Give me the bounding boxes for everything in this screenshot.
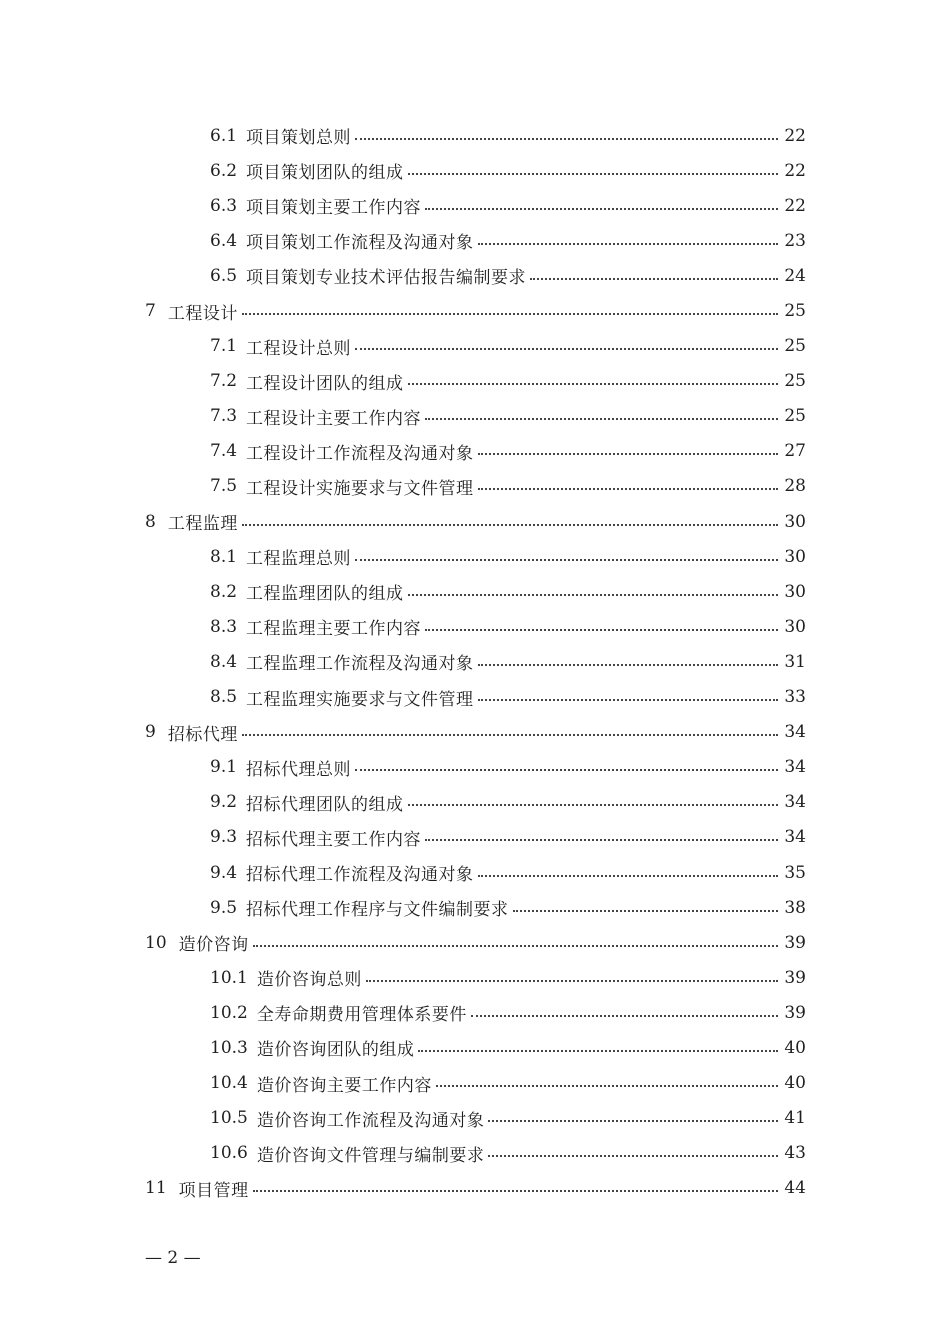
toc-section-entry[interactable] bbox=[0, 539, 950, 574]
toc-entry-page: 40 bbox=[784, 1073, 806, 1094]
toc-entry-title: 项目策划专业技术评估报告编制要求 bbox=[246, 268, 527, 289]
toc-entry-title: 项目策划总则 bbox=[246, 128, 352, 149]
toc-section-entry[interactable] bbox=[0, 820, 950, 855]
toc-entry-number: 7.1 bbox=[210, 336, 238, 357]
toc-entry-number: 8.5 bbox=[210, 687, 238, 708]
dot-leader bbox=[242, 313, 778, 315]
toc-entry-page: 34 bbox=[784, 757, 806, 778]
toc-section-entry[interactable] bbox=[0, 258, 950, 293]
toc-entry-page: 23 bbox=[784, 230, 806, 251]
dot-leader bbox=[408, 173, 778, 175]
toc-entry-title: 造价咨询文件管理与编制要求 bbox=[256, 1145, 485, 1166]
dot-leader bbox=[471, 1015, 778, 1017]
toc-entry-number: 10.3 bbox=[210, 1037, 248, 1058]
table-of-contents bbox=[0, 118, 950, 1206]
toc-entry-title: 工程设计 bbox=[167, 303, 238, 324]
toc-entry-title: 招标代理工作流程及沟通对象 bbox=[246, 865, 474, 886]
dot-leader bbox=[355, 348, 778, 350]
toc-entry-page: 44 bbox=[784, 1178, 806, 1199]
dot-leader bbox=[478, 243, 778, 245]
toc-entry-title: 项目策划团队的组成 bbox=[246, 163, 404, 184]
toc-section-entry[interactable] bbox=[0, 644, 950, 679]
toc-chapter-entry[interactable] bbox=[0, 715, 950, 750]
toc-entry-number: 10.2 bbox=[210, 1002, 248, 1023]
toc-entry-title: 全寿命期费用管理体系要件 bbox=[256, 1005, 467, 1026]
toc-entry-number: 7.4 bbox=[210, 441, 238, 462]
toc-entry-title: 工程设计总则 bbox=[246, 338, 352, 359]
toc-entry-title: 工程监理总则 bbox=[246, 549, 352, 570]
dot-leader bbox=[355, 559, 778, 561]
toc-section-entry[interactable] bbox=[0, 1030, 950, 1065]
toc-entry-title: 造价咨询总则 bbox=[256, 970, 362, 991]
toc-section-entry[interactable] bbox=[0, 574, 950, 609]
toc-entry-title: 工程监理 bbox=[167, 514, 238, 535]
dot-leader bbox=[418, 1050, 778, 1052]
toc-entry-title: 项目策划工作流程及沟通对象 bbox=[246, 233, 474, 254]
toc-entry-title: 招标代理 bbox=[167, 724, 238, 745]
toc-entry-title: 工程设计实施要求与文件管理 bbox=[246, 478, 474, 499]
toc-section-entry[interactable] bbox=[0, 329, 950, 364]
toc-entry-number: 9.5 bbox=[210, 897, 238, 918]
toc-section-entry[interactable] bbox=[0, 890, 950, 925]
dot-leader bbox=[242, 524, 778, 526]
toc-entry-number: 7 bbox=[145, 301, 156, 322]
toc-entry-number: 8.2 bbox=[210, 581, 238, 602]
dot-leader bbox=[253, 1190, 778, 1192]
dot-leader bbox=[478, 488, 778, 490]
toc-entry-page: 25 bbox=[784, 406, 806, 427]
toc-entry-title: 造价咨询团队的组成 bbox=[256, 1040, 415, 1061]
toc-entry-number: 9.1 bbox=[210, 757, 238, 778]
toc-entry-page: 30 bbox=[784, 581, 806, 602]
toc-entry-number: 9.3 bbox=[210, 827, 238, 848]
toc-entry-number: 6.4 bbox=[210, 230, 238, 251]
toc-entry-number: 11 bbox=[145, 1178, 167, 1199]
toc-entry-page: 34 bbox=[784, 827, 806, 848]
toc-section-entry[interactable] bbox=[0, 960, 950, 995]
toc-chapter-entry[interactable] bbox=[0, 1171, 950, 1206]
toc-entry-title: 工程监理实施要求与文件管理 bbox=[246, 689, 474, 710]
toc-entry-number: 8.4 bbox=[210, 651, 238, 672]
toc-entry-number: 10.1 bbox=[210, 967, 248, 988]
toc-entry-number: 7.2 bbox=[210, 371, 238, 392]
toc-entry-page: 31 bbox=[784, 651, 806, 672]
dot-leader bbox=[478, 453, 778, 455]
toc-entry-title: 造价咨询 bbox=[178, 935, 249, 956]
toc-entry-title: 造价咨询主要工作内容 bbox=[256, 1075, 432, 1096]
toc-entry-page: 34 bbox=[784, 722, 806, 743]
toc-entry-page: 25 bbox=[784, 336, 806, 357]
toc-entry-number: 10.4 bbox=[210, 1073, 248, 1094]
dot-leader bbox=[478, 875, 778, 877]
dot-leader bbox=[408, 383, 778, 385]
dot-leader bbox=[425, 839, 778, 841]
toc-entry-page: 35 bbox=[784, 862, 806, 883]
toc-entry-page: 25 bbox=[784, 301, 806, 322]
dot-leader bbox=[355, 138, 778, 140]
toc-section-entry[interactable] bbox=[0, 1066, 950, 1101]
toc-entry-number: 7.5 bbox=[210, 476, 238, 497]
dot-leader bbox=[425, 418, 778, 420]
toc-section-entry[interactable] bbox=[0, 1101, 950, 1136]
dot-leader bbox=[408, 804, 778, 806]
toc-entry-title: 招标代理工作程序与文件编制要求 bbox=[246, 900, 509, 921]
toc-entry-number: 6.1 bbox=[210, 125, 238, 146]
toc-entry-page: 39 bbox=[784, 932, 806, 953]
toc-chapter-entry[interactable] bbox=[0, 925, 950, 960]
toc-entry-page: 30 bbox=[784, 546, 806, 567]
dot-leader bbox=[408, 594, 778, 596]
toc-section-entry[interactable] bbox=[0, 118, 950, 153]
toc-section-entry[interactable] bbox=[0, 399, 950, 434]
dot-leader bbox=[242, 734, 778, 736]
toc-entry-page: 39 bbox=[784, 1002, 806, 1023]
toc-entry-page: 22 bbox=[784, 160, 806, 181]
toc-chapter-entry[interactable] bbox=[0, 504, 950, 539]
toc-entry-page: 24 bbox=[784, 265, 806, 286]
toc-entry-number: 10.6 bbox=[210, 1143, 248, 1164]
toc-entry-page: 41 bbox=[784, 1108, 806, 1129]
toc-section-entry[interactable] bbox=[0, 469, 950, 504]
toc-section-entry[interactable] bbox=[0, 434, 950, 469]
toc-entry-title: 招标代理团队的组成 bbox=[246, 794, 404, 815]
toc-section-entry[interactable] bbox=[0, 855, 950, 890]
dot-leader bbox=[253, 945, 778, 947]
dot-leader bbox=[425, 629, 778, 631]
toc-entry-number: 8.1 bbox=[210, 546, 238, 567]
toc-entry-page: 30 bbox=[784, 616, 806, 637]
toc-entry-page: 22 bbox=[784, 195, 806, 216]
toc-entry-number: 9 bbox=[145, 722, 156, 743]
toc-entry-page: 33 bbox=[784, 687, 806, 708]
dot-leader bbox=[355, 769, 778, 771]
toc-chapter-entry[interactable] bbox=[0, 293, 950, 328]
toc-section-entry[interactable] bbox=[0, 153, 950, 188]
dot-leader bbox=[478, 699, 778, 701]
toc-section-entry[interactable] bbox=[0, 364, 950, 399]
toc-entry-number: 6.5 bbox=[210, 265, 238, 286]
toc-entry-title: 工程监理主要工作内容 bbox=[246, 619, 422, 640]
toc-entry-number: 10 bbox=[145, 932, 167, 953]
dot-leader bbox=[488, 1155, 778, 1157]
toc-entry-title: 工程设计团队的组成 bbox=[246, 373, 404, 394]
dot-leader bbox=[478, 664, 778, 666]
toc-entry-number: 6.3 bbox=[210, 195, 238, 216]
toc-entry-number: 8.3 bbox=[210, 616, 238, 637]
dot-leader bbox=[513, 910, 778, 912]
dot-leader bbox=[530, 278, 778, 280]
toc-entry-page: 38 bbox=[784, 897, 806, 918]
toc-section-entry[interactable] bbox=[0, 188, 950, 223]
toc-entry-number: 7.3 bbox=[210, 406, 238, 427]
dot-leader bbox=[425, 208, 778, 210]
toc-section-entry[interactable] bbox=[0, 995, 950, 1030]
toc-entry-page: 27 bbox=[784, 441, 806, 462]
toc-entry-page: 34 bbox=[784, 792, 806, 813]
toc-section-entry[interactable] bbox=[0, 609, 950, 644]
toc-entry-page: 40 bbox=[784, 1037, 806, 1058]
toc-entry-number: 10.5 bbox=[210, 1108, 248, 1129]
toc-section-entry[interactable] bbox=[0, 750, 950, 785]
toc-entry-number: 9.4 bbox=[210, 862, 238, 883]
toc-entry-page: 43 bbox=[784, 1143, 806, 1164]
toc-section-entry[interactable] bbox=[0, 223, 950, 258]
toc-entry-title: 工程设计工作流程及沟通对象 bbox=[246, 443, 474, 464]
toc-entry-page: 28 bbox=[784, 476, 806, 497]
toc-entry-number: 9.2 bbox=[210, 792, 238, 813]
toc-section-entry[interactable] bbox=[0, 1136, 950, 1171]
toc-entry-number: 6.2 bbox=[210, 160, 238, 181]
toc-entry-page: 22 bbox=[784, 125, 806, 146]
toc-entry-page: 39 bbox=[784, 967, 806, 988]
dot-leader bbox=[366, 980, 778, 982]
toc-entry-title: 工程设计主要工作内容 bbox=[246, 408, 422, 429]
toc-section-entry[interactable] bbox=[0, 680, 950, 715]
dot-leader bbox=[488, 1120, 778, 1122]
toc-entry-title: 项目管理 bbox=[178, 1180, 249, 1201]
toc-entry-title: 招标代理主要工作内容 bbox=[246, 829, 422, 850]
toc-entry-title: 项目策划主要工作内容 bbox=[246, 198, 422, 219]
toc-entry-page: 30 bbox=[784, 511, 806, 532]
toc-entry-title: 造价咨询工作流程及沟通对象 bbox=[256, 1110, 485, 1131]
toc-entry-title: 招标代理总则 bbox=[246, 759, 352, 780]
toc-entry-number: 8 bbox=[145, 511, 156, 532]
toc-section-entry[interactable] bbox=[0, 785, 950, 820]
page-number-footer: — 2 — bbox=[145, 1248, 201, 1268]
toc-entry-title: 工程监理团队的组成 bbox=[246, 584, 404, 605]
dot-leader bbox=[436, 1085, 778, 1087]
toc-entry-page: 25 bbox=[784, 371, 806, 392]
toc-entry-title: 工程监理工作流程及沟通对象 bbox=[246, 654, 474, 675]
